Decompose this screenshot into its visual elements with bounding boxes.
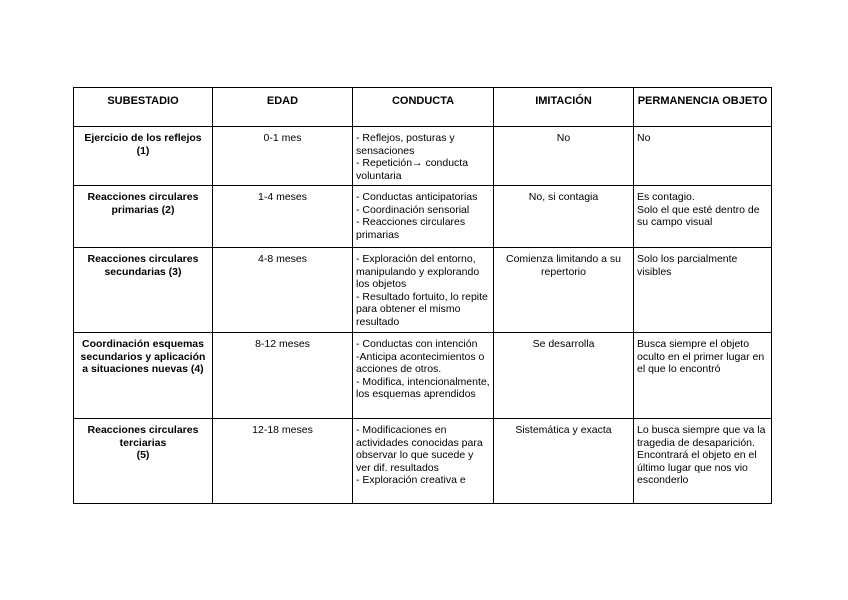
cell-text: No (637, 132, 651, 144)
cell-clip (356, 424, 490, 487)
cell-clip (637, 424, 768, 487)
cell-imitacion: No (494, 127, 634, 186)
cell-text: Reacciones circulares secundarias (3) (87, 253, 199, 278)
cell-text: - Exploración del entorno, manipulando y explorando los objetos (356, 253, 480, 290)
cell-text: Solo los parcialmente visibles (637, 253, 738, 278)
cell-text: - Conductas anticipatorias (356, 191, 478, 203)
cell-text: Encontrará el objeto en el último lugar que nos vio esconderlo (637, 449, 757, 486)
cell-text: -Anticipa acontecimientos o acciones de otros. (356, 350, 485, 375)
cell-conducta (353, 333, 494, 419)
cell-text: - Reacciones circulares primarias (356, 216, 466, 241)
cell-edad: 1-4 meses (213, 186, 353, 248)
cell-imitacion: Sistemática y exacta (494, 419, 634, 504)
cell-text: - Resultado fortuito, lo repite para obtener el mismo resultado (356, 290, 488, 328)
cell-edad: 8-12 meses (213, 333, 353, 419)
cell-permanencia (634, 186, 772, 248)
table-row (74, 333, 772, 419)
table-row (74, 186, 772, 248)
cell-conducta (353, 248, 494, 333)
table-row (74, 419, 772, 504)
cell-edad: 12-18 meses (213, 419, 353, 504)
cell-text: Ejercicio de los reflejos (84, 132, 202, 144)
cell-text: - Conductas con intención (356, 338, 478, 350)
cell-text: Lo busca siempre que va la tragedia de desaparición. (637, 424, 766, 449)
cell-text: Es contagio. (637, 191, 695, 203)
cell-conducta (353, 419, 494, 504)
cell-permanencia (634, 333, 772, 419)
cell-conducta (353, 186, 494, 248)
cell-text: (1) (136, 144, 150, 157)
development-table (73, 87, 772, 504)
table-row (74, 248, 772, 333)
header-imitacion: IMITACIÓN (494, 88, 634, 127)
cell-text: Coordinación esquemas secundarios y aplicación a situaciones nuevas (4) (80, 338, 206, 375)
cell-conducta (353, 127, 494, 186)
cell-subestadio (74, 419, 213, 504)
cell-permanencia (634, 127, 772, 186)
table-row (74, 127, 772, 186)
header-subestadio: SUBESTADIO (74, 88, 213, 127)
cell-text: (5) (136, 449, 150, 461)
cell-text: - Repetición→ conducta voluntaria (356, 157, 469, 182)
header-edad: EDAD (213, 88, 353, 127)
cell-text: Solo el que esté dentro de su campo visual (637, 203, 760, 228)
cell-subestadio (74, 248, 213, 333)
cell-text: - Exploración creativa e (356, 474, 466, 486)
cell-text: Reacciones circulares terciarias (87, 424, 199, 449)
cell-text: - Reflejos, posturas y sensaciones (356, 132, 455, 157)
cell-permanencia (634, 419, 772, 504)
cell-text: Reacciones circulares primarias (2) (87, 191, 199, 216)
header-row (74, 88, 772, 127)
cell-edad: 0-1 mes (213, 127, 353, 186)
cell-imitacion: Comienza limitando a su repertorio (494, 248, 634, 333)
cell-text: - Modifica, intencionalmente, los esquemas aprendidos (356, 375, 490, 400)
cell-text: Busca siempre el objeto oculto en el primer lugar en el que lo encontró (637, 338, 765, 375)
cell-subestadio (74, 127, 213, 186)
cell-subestadio (74, 333, 213, 419)
cell-edad: 4-8 meses (213, 248, 353, 333)
cell-imitacion: No, si contagia (494, 186, 634, 248)
cell-permanencia (634, 248, 772, 333)
header-conducta: CONDUCTA (353, 88, 494, 127)
cell-imitacion: Se desarrolla (494, 333, 634, 419)
cell-text: - Coordinación sensorial (356, 203, 470, 216)
header-permanencia: PERMANENCIA OBJETO (634, 88, 772, 127)
cell-text: - Modificaciones en actividades conocidas para observar lo que sucede y ver dif. resultados (356, 424, 483, 474)
cell-subestadio (74, 186, 213, 248)
